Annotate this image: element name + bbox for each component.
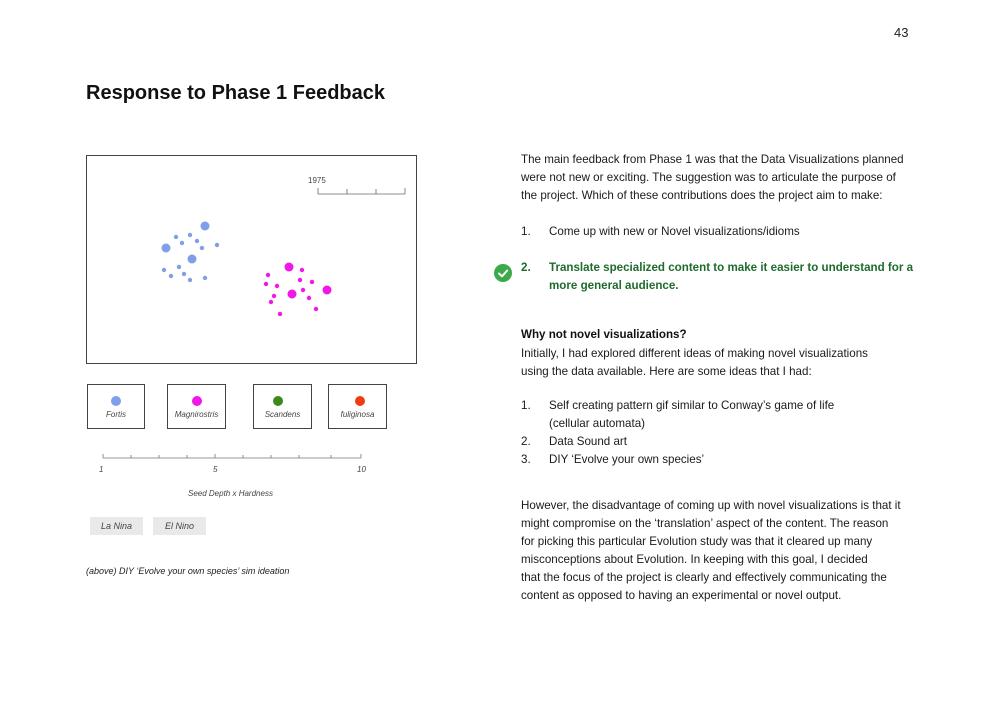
conclusion-line: misconceptions about Evolution. In keeping with this goal, I decided <box>521 553 868 566</box>
fortis-dot <box>188 233 192 237</box>
why-line: Initially, I had explored different ideas of making novel visualizations <box>521 347 868 360</box>
slider-track <box>95 452 375 472</box>
aim-text <box>549 259 919 295</box>
seed-depth-slider[interactable] <box>95 452 375 512</box>
year-label: 1975 <box>308 176 326 185</box>
conclusion-line: that the focus of the project is clearly and effectively communicating the <box>521 571 887 584</box>
magnirostris-dot <box>310 280 314 284</box>
species-card-magnirostris[interactable] <box>167 384 226 429</box>
magnirostris-dot <box>278 312 282 316</box>
magnirostris-dot <box>264 282 268 286</box>
fortis-dot <box>169 274 173 278</box>
fuliginosa-swatch <box>355 396 365 406</box>
conclusion-line: for picking this particular Evolution study was that it cleared up many <box>521 535 873 548</box>
aim-text: Come up with new or Novel visualizations/idioms <box>549 225 800 238</box>
species-card-fortis[interactable] <box>87 384 145 429</box>
list-number: 1. <box>521 225 531 238</box>
fortis-dot <box>174 235 178 239</box>
fortis-cluster <box>162 222 220 283</box>
magnirostris-dot <box>323 286 332 295</box>
fortis-swatch <box>111 396 121 406</box>
fortis-dot <box>188 278 192 282</box>
magnirostris-dot <box>266 273 270 277</box>
fortis-dot <box>162 244 171 253</box>
fortis-dot <box>201 222 210 231</box>
fortis-dot <box>180 241 184 245</box>
species-name: Scandens <box>264 410 301 419</box>
intro-line: The main feedback from Phase 1 was that the Data Visualizations planned <box>521 153 904 166</box>
scale-tick-label: 5 <box>213 465 218 474</box>
scale-tick-label: 10 <box>357 465 366 474</box>
magnirostris-dot <box>301 288 305 292</box>
la-nina-toggle[interactable]: La Nina <box>90 517 143 535</box>
simulation-panel <box>86 155 417 364</box>
simulation-canvas <box>87 156 418 365</box>
check-icon <box>494 264 512 282</box>
conclusion-line: content as opposed to having an experimental or novel output. <box>521 589 842 602</box>
species-name: fuliginosa <box>340 410 375 419</box>
page-number: 43 <box>894 25 909 40</box>
why-paragraph <box>521 345 921 381</box>
page-title: Response to Phase 1 Feedback <box>86 82 386 104</box>
magnirostris-dot <box>300 268 304 272</box>
intro-line: the project. Which of these contributions does the project aim to make: <box>521 189 883 202</box>
magnirostris-dot <box>298 278 302 282</box>
species-name: Magnirostris <box>174 410 219 419</box>
fortis-dot <box>162 268 166 272</box>
magnirostris-dot <box>314 307 318 311</box>
magnirostris-dot <box>307 296 311 300</box>
magnirostris-dot <box>285 263 294 272</box>
scandens-swatch <box>273 396 283 406</box>
magnirostris-swatch <box>192 396 202 406</box>
species-card-scandens[interactable] <box>253 384 312 429</box>
fortis-dot <box>200 246 204 250</box>
list-number: 2. <box>521 261 531 274</box>
list-number: 1. <box>521 399 531 412</box>
conclusion-line: might compromise on the ‘translation’ aspect of the content. The reason <box>521 517 889 530</box>
timeline-ruler <box>318 188 405 194</box>
fortis-dot <box>182 272 186 276</box>
aim-line: Translate specialized content to make it easier to understand for a <box>549 261 914 274</box>
magnirostris-dot <box>272 294 276 298</box>
list-number: 3. <box>521 453 531 466</box>
species-name: Fortis <box>106 410 126 419</box>
idea-text <box>549 397 919 433</box>
magnirostris-cluster <box>264 263 332 317</box>
fortis-dot <box>195 239 199 243</box>
conclusion-line: However, the disadvantage of coming up with novel visualizations is that it <box>521 499 901 512</box>
list-number: 2. <box>521 435 531 448</box>
fortis-dot <box>203 276 207 280</box>
idea-line: (cellular automata) <box>549 417 646 430</box>
fortis-dot <box>188 255 197 264</box>
scale-tick-label: 1 <box>99 465 104 474</box>
idea-text: DIY ‘Evolve your own species’ <box>549 453 705 466</box>
intro-line: were not new or exciting. The suggestion was to articulate the purpose of <box>521 171 896 184</box>
idea-line: Self creating pattern gif similar to Conway’s game of life <box>549 399 835 412</box>
figure-caption: (above) DIY ‘Evolve your own species’ sim ideation <box>86 566 290 576</box>
magnirostris-dot <box>288 290 297 299</box>
scale-axis-label: Seed Depth x Hardness <box>188 489 273 498</box>
aim-line: more general audience. <box>549 279 679 292</box>
section-heading: Why not novel visualizations? <box>521 328 687 341</box>
magnirostris-dot <box>269 300 273 304</box>
intro-paragraph <box>521 151 921 205</box>
species-card-fuliginosa[interactable] <box>328 384 387 429</box>
why-line: using the data available. Here are some ideas that I had: <box>521 365 812 378</box>
el-nino-toggle[interactable]: El Nino <box>153 517 206 535</box>
magnirostris-dot <box>275 284 279 288</box>
fortis-dot <box>215 243 219 247</box>
idea-text: Data Sound art <box>549 435 627 448</box>
fortis-dot <box>177 265 181 269</box>
conclusion-paragraph <box>521 497 921 605</box>
